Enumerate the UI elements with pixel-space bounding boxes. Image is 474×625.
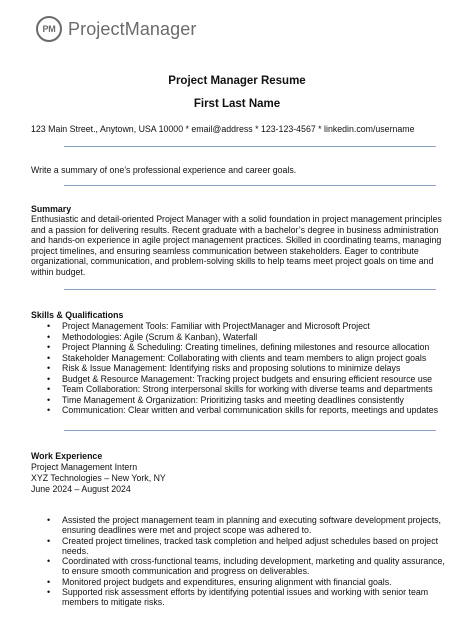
divider	[64, 185, 436, 186]
skill-item: • Communication: Clear written and verbal communication skills for reports, meetings and updates	[62, 405, 462, 416]
duty-item: • Assisted the project management team in planning and executing software development projects, ensuring deadlines were met and project scope was adhered to.	[62, 515, 447, 536]
skill-item: • Budget & Resource Management: Tracking project budgets and ensuring efficient resource use	[62, 374, 462, 385]
skill-item: • Risk & Issue Management: Identifying risks and proposing solutions to minimize delays	[62, 363, 462, 374]
contact-line: 123 Main Street., Anytown, USA 10000 * email@address * 123-123-4567 * linkedin.com/username	[31, 124, 415, 134]
logo-mark: PM	[36, 16, 62, 42]
divider	[64, 146, 436, 147]
job-dates: June 2024 – August 2024	[31, 484, 131, 494]
skill-item: • Team Collaboration: Strong interpersonal skills for working with diverse teams and departments	[62, 384, 462, 395]
skill-item: • Methodologies: Agile (Scrum & Kanban), Waterfall	[62, 332, 462, 343]
resume-name: First Last Name	[193, 98, 281, 110]
brand-logo	[36, 15, 196, 43]
skills-heading: Skills & Qualifications	[31, 310, 124, 320]
duty-item: • Created project timelines, tracked task completion and helped adjust schedules based on project needs.	[62, 536, 447, 557]
divider	[64, 430, 436, 431]
skill-item: • Time Management & Organization: Prioritizing tasks and meeting deadlines consistently	[62, 395, 462, 406]
intro-text: Write a summary of one’s professional experience and career goals.	[31, 165, 297, 175]
duties-list	[62, 515, 447, 608]
skill-item: • Stakeholder Management: Collaborating with clients and team members to align project goals	[62, 353, 462, 364]
skills-list	[62, 321, 462, 416]
summary-text: Enthusiastic and detail-oriented Project Manager with a solid foundation in project management principles and a passion for delivering results. Recent graduate with a bachelor’s degree in business administration and hands-on experience in agile project management practices. Skilled in coordinating teams, managing project timelines, and ensuring seamless communication between stakeholders. Eager to contribute organizational, communication, and problem-solving skills to help teams meet project goals on time and within budget.	[31, 214, 442, 277]
logo-text: ProjectManager	[68, 18, 197, 39]
job-company: XYZ Technologies – New York, NY	[31, 473, 166, 483]
skill-item: • Project Management Tools: Familiar with ProjectManager and Microsoft Project	[62, 321, 462, 332]
divider	[64, 289, 436, 290]
resume-title: Project Manager Resume	[168, 75, 306, 87]
experience-heading: Work Experience	[31, 451, 103, 461]
job-role: Project Management Intern	[31, 462, 138, 472]
skill-item: • Project Planning & Scheduling: Creating timelines, defining milestones and resource allocation	[62, 342, 462, 353]
duty-item: • Supported risk assessment efforts by identifying potential issues and working with senior team members to mitigate risks.	[62, 587, 447, 608]
duty-item: • Monitored project budgets and expenditures, ensuring alignment with financial goals.	[62, 577, 447, 587]
duty-item: • Coordinated with cross-functional teams, including development, marketing and quality assurance, to ensure smooth communication and progress on deliverables.	[62, 556, 447, 577]
summary-heading: Summary	[31, 204, 72, 214]
